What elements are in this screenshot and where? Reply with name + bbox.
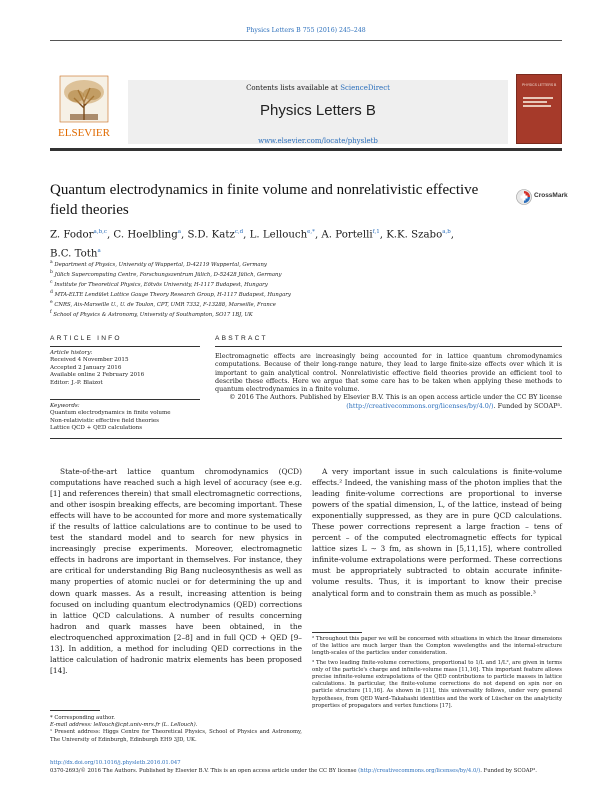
keywords-block (50, 403, 200, 433)
history-label: Article history: (50, 350, 93, 356)
crossmark-icon (516, 189, 532, 205)
keywords-label: Keywords: (50, 403, 80, 409)
affiliation-item (50, 259, 520, 269)
author-separator: , (379, 229, 387, 241)
header-top-rule (50, 40, 562, 41)
abstract-license (215, 393, 562, 410)
article-info-rule (50, 346, 200, 347)
license-prefix: © 2016 The Authors. Published by Elsevier B.V. This is an open access article under the CC BY license (229, 393, 562, 402)
sciencedirect-link[interactable]: ScienceDirect (340, 84, 390, 92)
author-separator: , (314, 229, 322, 241)
abstract-text: Electromagnetic effects are increasingly being accounted for in lattice quantum chromodynamics computations. Because of their long-range nature, they lead to large finite-size effects over which it is important to gain analytical control. Nonrelativistic effective field theories provide an efficient tool to describe these effects. Here we argue that some care has to be taken when applying these methods to quantum electrodynamics in a finite volume. (215, 352, 562, 394)
title-line-1: Quantum electrodynamics in finite volume and nonrelativistic effective (50, 182, 479, 198)
keyword-item: Lattice QCD + QED calculations (50, 425, 143, 432)
keyword-item: Quantum electrodynamics in finite volume (50, 410, 171, 417)
affiliation-mark: b (50, 270, 53, 276)
affiliation-text: CNRS, Aix-Marseille U., U. de Toulon, CPT, UMR 7332, F-13288, Marseille, France (54, 302, 276, 309)
author-separator: , (243, 229, 250, 241)
contents-prefix: Contents lists available at (246, 84, 341, 92)
author-name: Z. Fodor (50, 229, 94, 241)
elsevier-tree-logo (54, 74, 114, 140)
issn-license-link[interactable]: (http://creativecommons.org/licenses/by/4.0/) (358, 768, 481, 774)
author-name: A. Portelli (321, 229, 373, 241)
article-history (50, 350, 200, 387)
affiliation-item (50, 299, 520, 309)
journal-cover-thumbnail (516, 74, 562, 144)
author-name: L. Lellouch (249, 229, 308, 241)
affiliation-mark: a (50, 260, 53, 265)
author-affiliation-marks[interactable]: a (97, 248, 101, 255)
abstract-rule (215, 346, 562, 347)
history-accepted: Accepted 2 January 2016 (50, 364, 122, 371)
author-name: B.C. Toth (50, 248, 98, 260)
cover-title: PHYSICS LETTERS B (522, 83, 557, 87)
history-received: Received 4 November 2015 (50, 357, 129, 364)
left-footnote-rule (50, 710, 100, 711)
right-footnotes (312, 636, 562, 710)
affiliation-mark: f (50, 310, 52, 316)
license-link[interactable]: (http://creativecommons.org/licenses/by/4.0/) (346, 401, 494, 410)
issn-text: 0370-2693/© 2016 The Authors. Published by Elsevier B.V. This is an open access article under the CC BY license (50, 768, 357, 774)
history-editor: Editor: J.-P. Blaizot (50, 379, 103, 386)
author-affiliation-marks[interactable]: f,1 (372, 229, 380, 235)
history-online: Available online 2 February 2016 (50, 372, 145, 379)
footnote-present-address: ¹ Present address: Higgs Centre for Theoretical Physics, School of Physics and Astronomy, The University of Edinburgh, Edinburgh EH9 3JD, UK. (50, 729, 302, 743)
right-footnote-rule (312, 632, 362, 633)
affiliation-item (50, 289, 520, 299)
author-affiliation-marks[interactable]: a,b,c (93, 229, 107, 235)
journal-homepage-link[interactable]: www.elsevier.com/locate/physletb (258, 137, 378, 145)
affiliation-mark: c (50, 280, 53, 286)
license-suffix: . Funded by SCOAP³. (493, 401, 562, 410)
abstract-heading: ABSTRACT (215, 335, 268, 342)
elsevier-wordmark: ELSEVIER (58, 127, 110, 139)
header-bottom-rule (50, 148, 562, 151)
author-name: K.K. Szabo (386, 229, 443, 241)
footnote-corresponding: * Corresponding author. (50, 715, 115, 721)
issn-line (50, 768, 562, 775)
author-list (50, 224, 520, 263)
article-title (50, 180, 520, 220)
footnote-3: ³ The two leading finite-volume corrections, proportional to 1/L and 1/L², are given in terms only of the particle's charge and infinite-volume mass [11,16]. This important feature allows precise infinite-volume extrapolations of the QED contributions to particle masses in lattice calculations. In particular, the finite-volume corrections do not depend on spin nor on particle structure [11,16]. As shown in [11], this universality follows, under very general hypotheses, from QED Ward–Takahashi identities and the work of Lüscher on the analyticity properties of propagators and vertex functions [17]. (312, 659, 562, 709)
author-affiliation-marks[interactable]: a,b (442, 229, 451, 235)
author-affiliation-marks[interactable]: c,d (234, 229, 244, 235)
affiliation-text: Institute for Theoretical Physics, Eötvös University, H-1117 Budapest, Hungary (54, 281, 268, 288)
keywords-rule (50, 399, 200, 400)
affiliation-mark: e (50, 300, 53, 306)
doi-link[interactable]: http://dx.doi.org/10.1016/j.physletb.2016.01.047 (50, 760, 181, 766)
title-line-2: field theories (50, 202, 129, 218)
author-separator: , (450, 229, 455, 241)
keyword-item: Non-relativistic effective field theories (50, 417, 160, 424)
affiliation-text: Jülich Supercomputing Centre, Forschungszentrum Jülich, D-52428 Jülich, Germany (54, 271, 282, 278)
body-right-paragraph: A very important issue in such calculations is finite-volume effects.² Indeed, the vanishing mass of the photon implies that the leading finite-volume corrections are proportional to inverse powers of the spatial dimension, L, of the lattice, instead of being exponentially suppressed, as they are in pure QCD calculations. These power corrections represent a large fraction – tens of percent – of the computed electromagnetic effects for typical lattice sizes L ∼ 3 fm, as shown in [5,11,15], where controlled infinite-volume extrapolations were performed. These corrections must be appropriately subtracted to obtain accurate infinite-volume results. Thus, it is important to know their precise analytical form and to constrain them as much as possible.³ (312, 467, 562, 598)
author-separator: , (181, 229, 188, 241)
body-left-paragraph: State-of-the-art lattice quantum chromodynamics (QCD) computations have reached such a high level of accuracy (see e.g. [1] and references therein) that small electromagnetic corrections, and other isospin breaking effects, are becoming important. These effects will have to be accounted for more and more systematically if the results of lattice calculations are to continue to be used to test the standard model and to search for new physics in increasingly precise experiments. Moreover, electromagnetic effects in hadrons are important in themselves. For instance, they are critical for understanding Big Bang nucleosynthesis as well as many properties of atomic nuclei or for determining the up and down quark masses. As a result, increasing attention is being focused on including quantum electrodynamics (QED) corrections in lattice QCD calculations. A number of results concerning hadron and quark masses have been obtained, in the electroquenched approximation [2–8] and in full QCD + QED [9–13]. In addition, a method for including QED corrections in the lattice calculation of hadronic matrix elements has been proposed [14]. (50, 467, 302, 675)
affiliation-item (50, 309, 520, 319)
affiliation-mark: d (50, 290, 53, 296)
contents-line (128, 84, 508, 92)
author-separator: , (106, 229, 114, 241)
authors-line-1 (50, 224, 520, 243)
affiliation-item (50, 269, 520, 279)
front-matter-end-rule (50, 438, 562, 439)
affiliation-text: School of Physics & Astronomy, University of Southampton, SO17 1BJ, UK (53, 312, 253, 319)
issn-suffix: . Funded by SCOAP³. (480, 768, 537, 774)
author-affiliation-marks[interactable]: a (177, 229, 182, 235)
journal-name: Physics Letters B (260, 102, 376, 119)
author-affiliation-marks[interactable]: e,* (307, 229, 315, 235)
crossmark-badge[interactable] (516, 187, 576, 207)
author-name: S.D. Katz (187, 229, 235, 241)
article-info-heading: ARTICLE INFO (50, 335, 122, 342)
affiliation-item (50, 279, 520, 289)
left-footnotes (50, 715, 302, 744)
abstract-block (215, 352, 562, 410)
author-name: C. Hoelbling (113, 229, 178, 241)
crossmark-label: CrossMark (534, 192, 568, 199)
affiliation-text: Department of Physics, University of Wuppertal, D-42119 Wuppertal, Germany (54, 261, 267, 268)
affiliations-list (50, 259, 520, 319)
footnote-2: ² Throughout this paper we will be concerned with situations in which the linear dimensions of the lattice are much larger than the Compton wavelengths and the internal-structure length-scales of the particles under consideration. (312, 636, 562, 657)
journal-reference[interactable]: Physics Letters B 755 (2016) 245–248 (246, 27, 366, 34)
affiliation-text: MTA-ELTE Lendület Lattice Gauge Theory Research Group, H-1117 Budapest, Hungary (54, 291, 291, 298)
footnote-email[interactable]: E-mail address: lellouch@cpt.univ-mrs.fr (L. Lellouch). (50, 722, 198, 729)
